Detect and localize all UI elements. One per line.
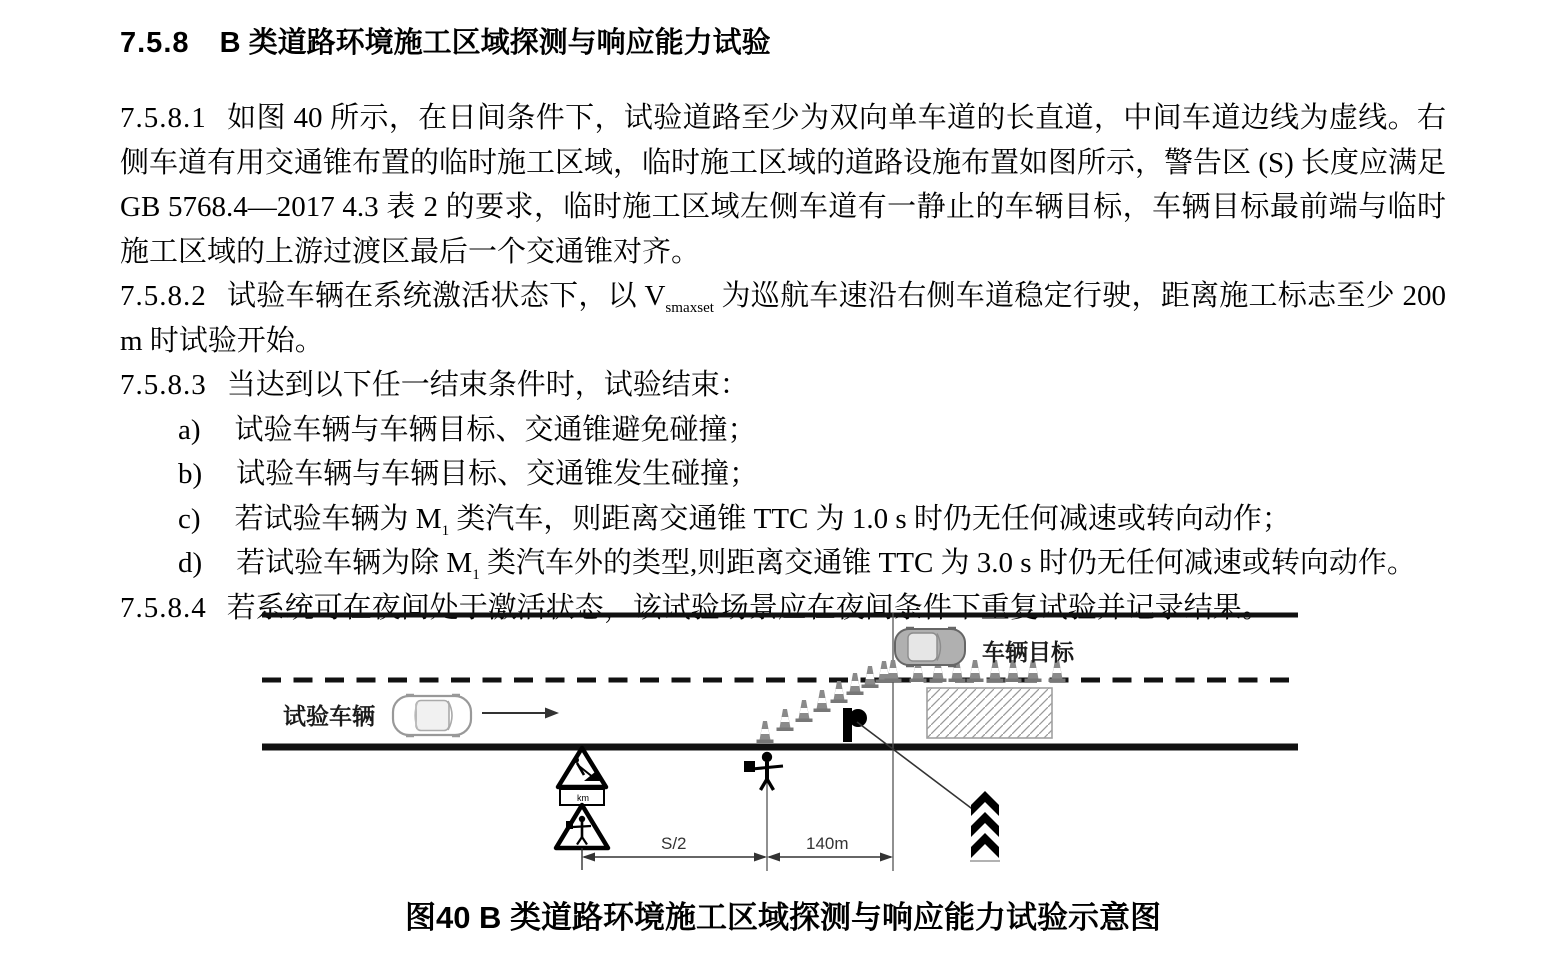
test-vehicle-label: 试验车辆: [283, 703, 375, 729]
clause-7-5-8-1: [120, 96, 1446, 274]
traffic-cone-icon: [831, 681, 848, 703]
clause-text: 如图 40 所示，在日间条件下，试验道路至少为双向单车道的长直道，中间车道边线为虚线。右侧车道有用交通锥布置的临时施工区域，临时施工区域的道路设施布置如图所示，警告区 (S) 长度应满足 GB 5768.4—2017 4.3 表 2 的要求，临时施工区域左侧车道有一静止的车辆目标，车辆目标最前端与临时施工区域的上游过渡区最后一个交通锥对齐。: [120, 102, 1446, 268]
dimension-140m: [767, 834, 893, 862]
clause-text: 试验车辆在系统激活状态下，以 V: [226, 280, 666, 312]
stop-paddle-icon: [843, 708, 867, 742]
traffic-cone-icon: [757, 721, 774, 743]
m1-subscript: 1: [472, 566, 480, 583]
list-text: 试验车辆与车辆目标、交通锥避免碰撞；: [234, 413, 757, 446]
list-item-a: [120, 408, 1446, 453]
traffic-cone-icon: [967, 660, 984, 682]
clause-number: 7.5.8.1: [120, 102, 207, 134]
list-text: 类汽车外的类型,则距离交通锥 TTC 为 3.0 s 时仍无任何减速或转向动作。: [479, 547, 1416, 579]
list-item-b: [120, 452, 1446, 497]
document-text-block: [120, 26, 1446, 630]
list-label: d): [178, 547, 203, 579]
traffic-cone-icon: [862, 666, 879, 688]
traffic-cone-icon: [796, 700, 813, 722]
v-smaxset-subscript: smaxset: [665, 299, 714, 316]
section-heading: [120, 26, 1446, 60]
target-vehicle-label: 车辆目标: [982, 639, 1074, 665]
traffic-cone-icon: [814, 690, 831, 712]
figure-40-diagram: [256, 608, 1301, 873]
dimension-140m-label: 140m: [806, 834, 849, 853]
distance-plate-text: km: [577, 793, 589, 803]
travel-direction-arrow: [482, 708, 559, 719]
section-title: B 类道路环境施工区域探测与响应能力试验: [219, 27, 771, 59]
work-zone-hatched-area: [927, 688, 1052, 738]
target-vehicle-icon: [895, 628, 965, 666]
list-text: 若试验车辆为除 M: [236, 547, 473, 579]
flagman-warning-sign: [556, 805, 608, 870]
list-item-c: [120, 497, 1446, 542]
clause-text: 当达到以下任一结束条件时，试验结束：: [226, 369, 749, 401]
clause-number: 7.5.8.4: [120, 591, 207, 624]
list-text: 类汽车，则距离交通锥 TTC 为 1.0 s 时仍无任何减速或转向动作；: [449, 502, 1291, 535]
clause-7-5-8-3: [120, 363, 1446, 408]
clause-number: 7.5.8.2: [120, 280, 207, 312]
clause-7-5-8-2: [120, 274, 1446, 363]
roadworks-warning-sign: [558, 748, 606, 805]
m1-subscript: 1: [441, 522, 450, 539]
flagman-figure-icon: [744, 752, 783, 790]
dimension-s-half-label: S/2: [661, 834, 687, 853]
figure-caption: 图40 B 类道路环境施工区域探测与响应能力试验示意图: [404, 900, 1162, 935]
list-text: 若试验车辆为 M: [234, 502, 442, 535]
clause-number: 7.5.8.3: [120, 369, 207, 401]
section-number: 7.5.8: [120, 27, 190, 59]
test-vehicle-icon: [393, 695, 471, 736]
clause-text: 若系统可在夜间处于激活状态，该试验场景应在夜间条件下重复试验并记录结果。: [226, 591, 1271, 624]
list-label: a): [178, 413, 201, 446]
clause-text: 为巡航车速沿右侧车道稳定行驶，距离施工标志至少 200 m 时试验开始。: [120, 280, 1446, 357]
chevron-sign-icon: [970, 791, 1000, 861]
list-label: c): [178, 502, 201, 535]
list-label: b): [178, 458, 203, 490]
list-item-d: [120, 541, 1446, 586]
traffic-cone-icon: [847, 673, 864, 695]
list-text: 试验车辆与车辆目标、交通锥发生碰撞；: [236, 458, 759, 490]
traffic-cone-icon: [777, 709, 794, 731]
